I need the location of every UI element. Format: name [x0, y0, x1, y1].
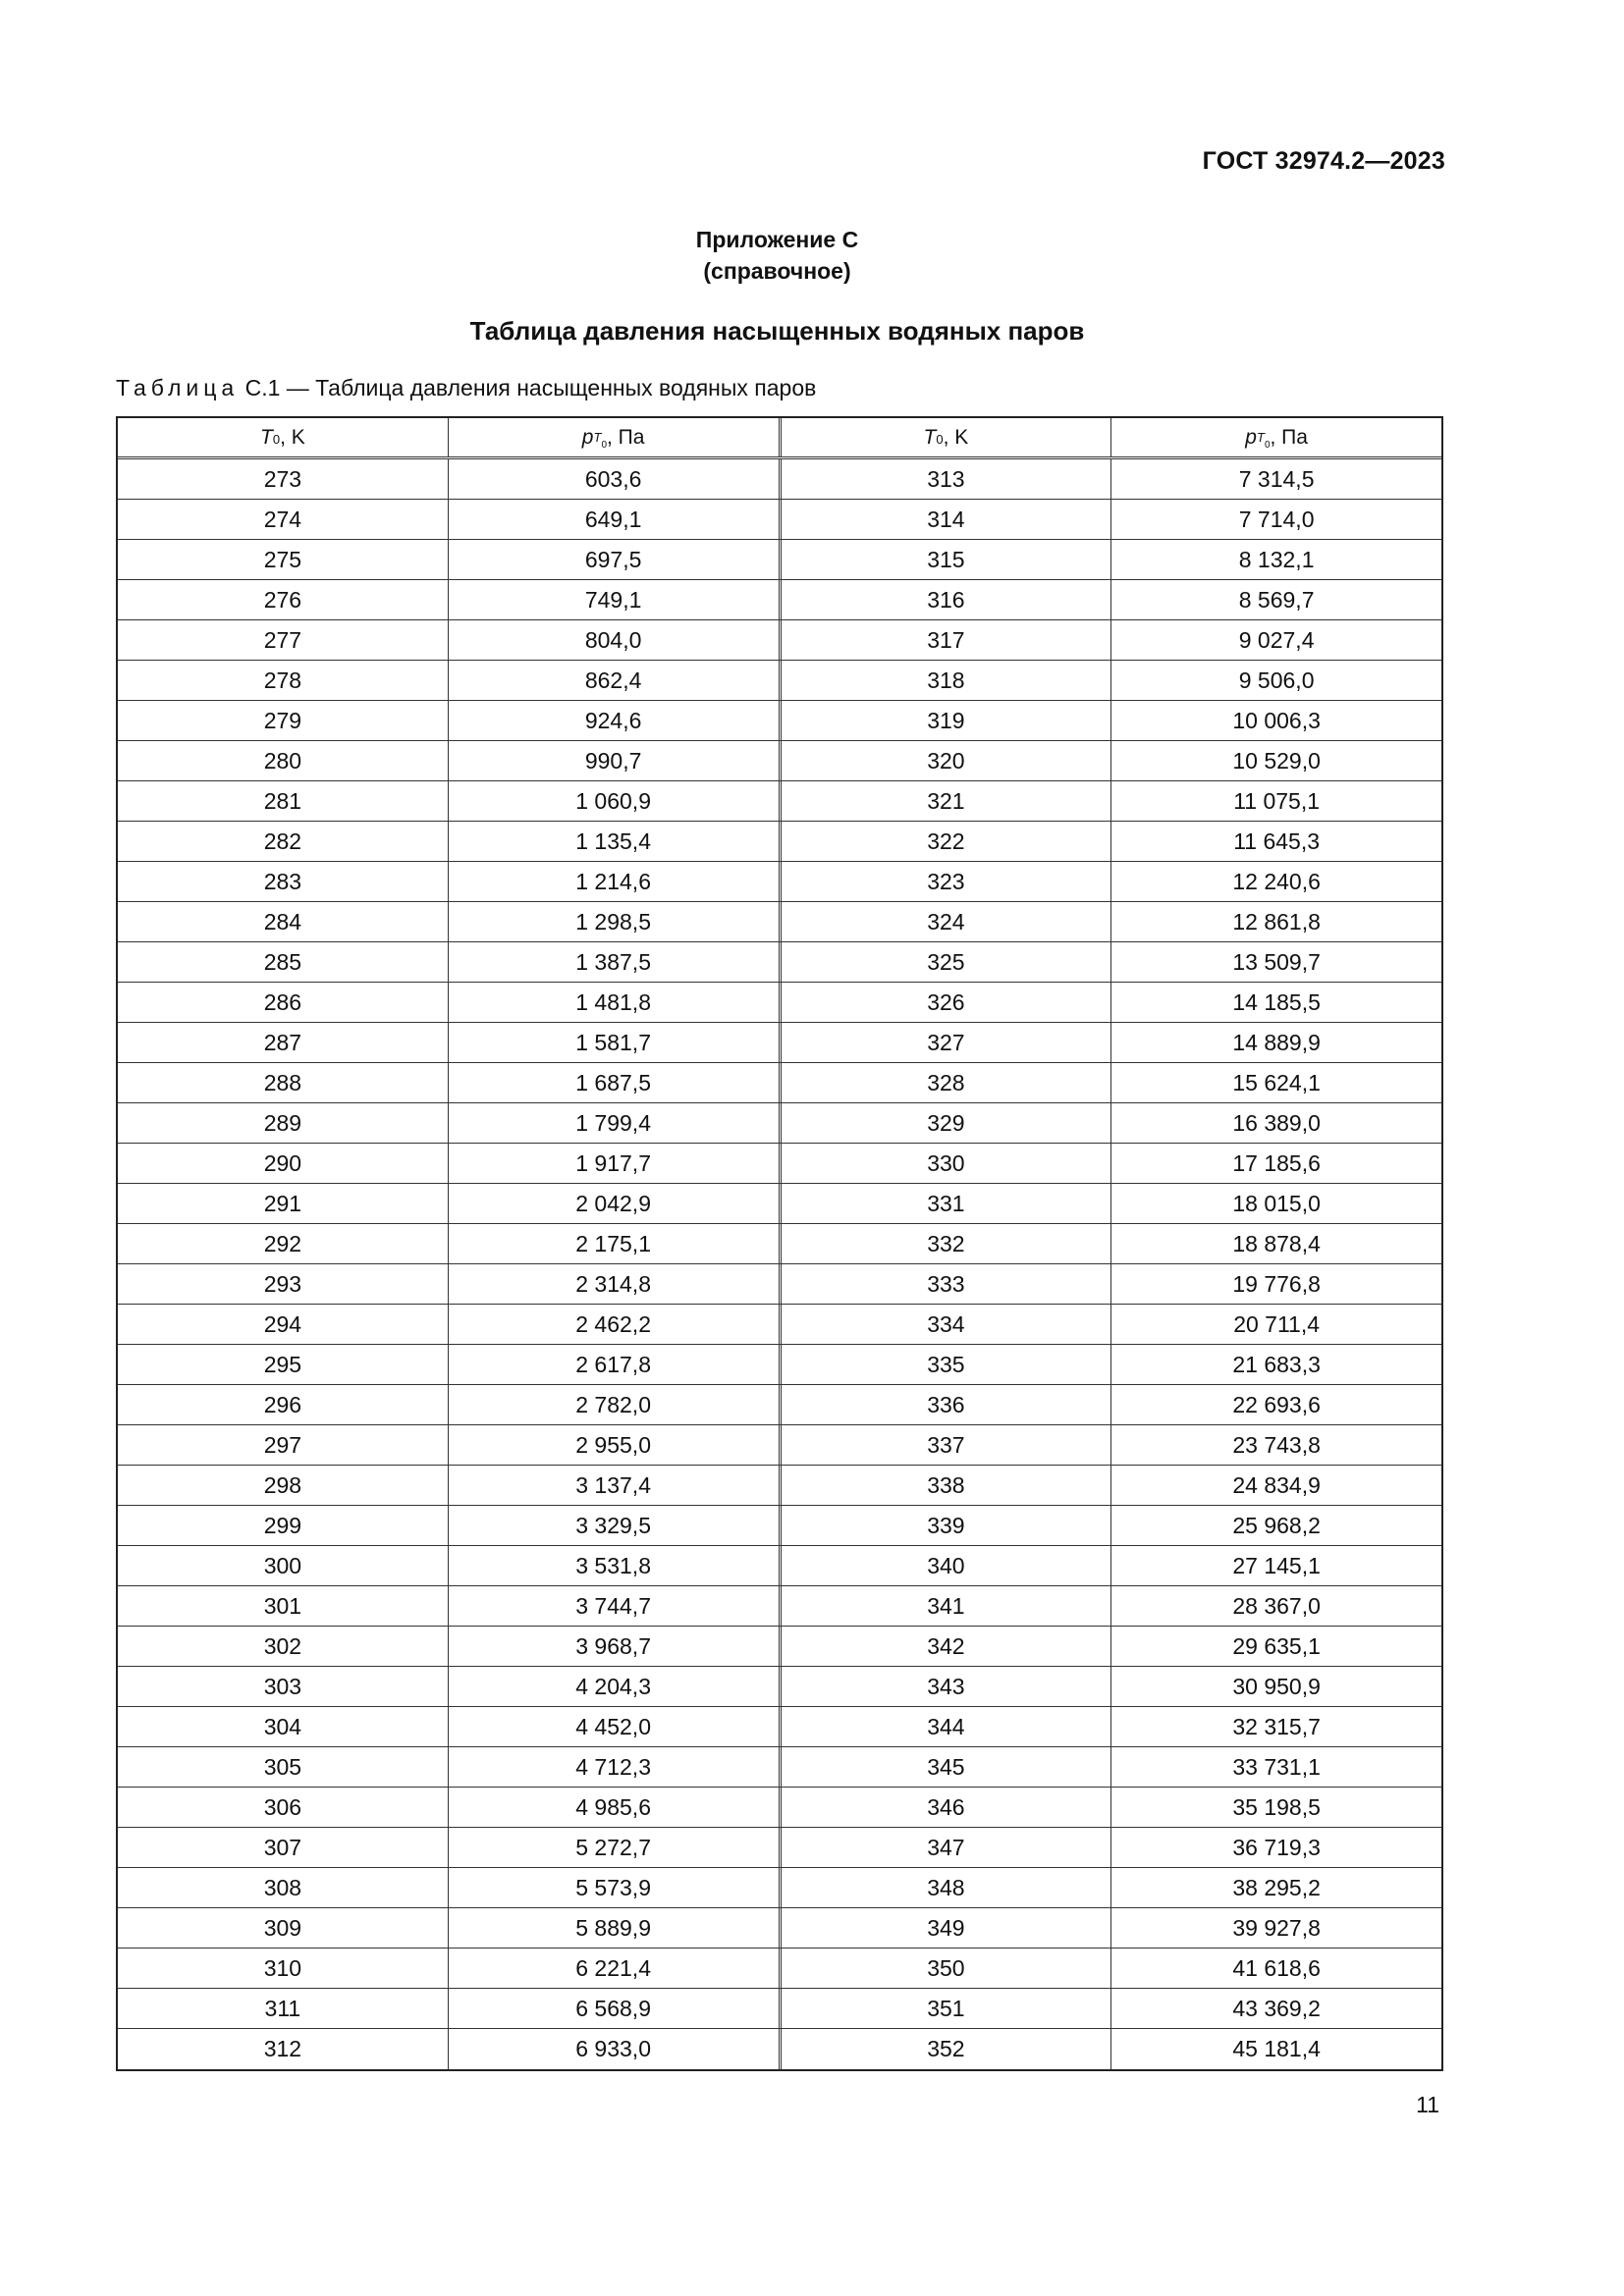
temperature-cell: 330 [782, 1144, 1112, 1183]
pressure-cell: 924,6 [449, 701, 782, 740]
table-row [118, 500, 1441, 540]
pressure-cell: 11 645,3 [1233, 828, 1321, 854]
pressure-cell: 15 624,1 [1232, 1069, 1321, 1095]
pressure-cell: 16 389,0 [1232, 1109, 1321, 1136]
pressure-cell: 9 027,4 [1238, 626, 1315, 653]
temperature-cell: 287 [118, 1023, 449, 1062]
pressure-cell: 1 135,4 [449, 822, 782, 861]
pressure-cell: 36 719,3 [1232, 1834, 1321, 1860]
temperature-cell: 286 [118, 983, 449, 1022]
pressure-cell: 2 042,9 [449, 1184, 782, 1223]
pressure-cell: 19 776,8 [1232, 1270, 1321, 1297]
temperature-cell: 332 [782, 1224, 1112, 1263]
temperature-cell: 321 [782, 781, 1112, 821]
temperature-cell: 290 [118, 1144, 449, 1183]
pressure-cell: 3 968,7 [449, 1627, 782, 1666]
temperature-cell: 315 [782, 540, 1112, 579]
temperature-cell: 346 [782, 1788, 1112, 1827]
table-row [118, 2029, 1441, 2069]
pressure-cell: 18 015,0 [1232, 1190, 1321, 1216]
table-row [118, 983, 1441, 1023]
pressure-cell: 6 568,9 [449, 1989, 782, 2028]
pressure-cell: 29 635,1 [1232, 1632, 1321, 1659]
temperature-cell: 324 [782, 902, 1112, 941]
pressure-cell: 2 782,0 [449, 1385, 782, 1424]
temperature-cell: 284 [118, 902, 449, 941]
temperature-cell: 276 [118, 580, 449, 619]
header-pressure: p $_{T_0}$ , Па [449, 418, 782, 456]
temperature-cell: 308 [118, 1868, 449, 1907]
table-row [118, 1345, 1441, 1385]
pressure-cell: 990,7 [449, 741, 782, 780]
pressure-cell: 23 743,8 [1232, 1431, 1321, 1458]
temperature-cell: 280 [118, 741, 449, 780]
temperature-cell: 320 [782, 741, 1112, 780]
temperature-cell: 333 [782, 1264, 1112, 1304]
table-row [118, 1828, 1441, 1868]
pressure-cell: 1 917,7 [449, 1144, 782, 1183]
table-row [118, 1747, 1441, 1788]
temperature-cell: 316 [782, 580, 1112, 619]
temperature-cell: 319 [782, 701, 1112, 740]
temperature-cell: 334 [782, 1305, 1112, 1344]
pressure-cell: 3 329,5 [449, 1506, 782, 1545]
pressure-cell: 697,5 [449, 540, 782, 579]
pressure-cell: 17 185,6 [1232, 1149, 1321, 1176]
temperature-cell: 317 [782, 620, 1112, 660]
temperature-cell: 296 [118, 1385, 449, 1424]
pressure-cell: 5 889,9 [449, 1908, 782, 1948]
pressure-cell: 804,0 [449, 620, 782, 660]
pressure-cell: 4 204,3 [449, 1667, 782, 1706]
table-row [118, 1184, 1441, 1224]
temperature-cell: 282 [118, 822, 449, 861]
pressure-cell: 3 137,4 [449, 1466, 782, 1505]
temperature-cell: 277 [118, 620, 449, 660]
pressure-cell: 21 683,3 [1232, 1351, 1321, 1377]
temperature-cell: 325 [782, 942, 1112, 982]
temperature-cell: 292 [118, 1224, 449, 1263]
pressure-cell: 8 569,7 [1238, 586, 1315, 613]
pressure-cell: 1 687,5 [449, 1063, 782, 1102]
table-row [118, 942, 1441, 983]
pressure-cell: 603,6 [449, 459, 782, 499]
pressure-cell: 25 968,2 [1232, 1512, 1321, 1538]
temperature-cell: 337 [782, 1425, 1112, 1465]
pressure-cell: 33 731,1 [1232, 1753, 1321, 1780]
pressure-cell: 28 367,0 [1232, 1592, 1321, 1619]
pressure-cell: 38 295,2 [1232, 1874, 1321, 1900]
table-row [118, 1908, 1441, 1949]
table-row [118, 1425, 1441, 1466]
temperature-cell: 298 [118, 1466, 449, 1505]
temperature-cell: 297 [118, 1425, 449, 1465]
temperature-cell: 350 [782, 1949, 1112, 1988]
pressure-cell: 1 060,9 [449, 781, 782, 821]
temperature-cell: 273 [118, 459, 449, 499]
temperature-cell: 343 [782, 1667, 1112, 1706]
table-row [118, 540, 1441, 580]
table-row [118, 1466, 1441, 1506]
temperature-cell: 322 [782, 822, 1112, 861]
temperature-cell: 340 [782, 1546, 1112, 1585]
table-row [118, 580, 1441, 620]
pressure-cell: 12 861,8 [1232, 908, 1321, 934]
temperature-cell: 307 [118, 1828, 449, 1867]
temperature-cell: 274 [118, 500, 449, 539]
temperature-cell: 275 [118, 540, 449, 579]
pressure-cell: 862,4 [449, 661, 782, 700]
table-row [118, 1385, 1441, 1425]
caption-text: С.1 — Таблица давления насыщенных водяных паров [239, 375, 817, 400]
table-row [118, 902, 1441, 942]
temperature-cell: 336 [782, 1385, 1112, 1424]
table-row [118, 1023, 1441, 1063]
pressure-cell: 2 462,2 [449, 1305, 782, 1344]
table-row [118, 1667, 1441, 1707]
temperature-cell: 294 [118, 1305, 449, 1344]
pressure-cell: 4 712,3 [449, 1747, 782, 1787]
pressure-cell: 11 075,1 [1233, 787, 1321, 814]
pressure-cell: 1 387,5 [449, 942, 782, 982]
temperature-cell: 299 [118, 1506, 449, 1545]
pressure-cell: 5 573,9 [449, 1868, 782, 1907]
pressure-cell: 1 581,7 [449, 1023, 782, 1062]
temperature-cell: 300 [118, 1546, 449, 1585]
temperature-cell: 335 [782, 1345, 1112, 1384]
pressure-cell: 30 950,9 [1232, 1673, 1321, 1699]
table-row [118, 1868, 1441, 1908]
pressure-cell: 3 531,8 [449, 1546, 782, 1585]
pressure-cell: 10 006,3 [1232, 707, 1321, 733]
table-row [118, 741, 1441, 781]
table-row [118, 1063, 1441, 1103]
pressure-cell: 7 714,0 [1238, 506, 1315, 532]
pressure-cell: 6 933,0 [449, 2029, 782, 2069]
pressure-cell: 45 181,4 [1232, 2036, 1321, 2061]
table-row [118, 1305, 1441, 1345]
pressure-cell: 5 272,7 [449, 1828, 782, 1867]
pressure-cell: 649,1 [449, 500, 782, 539]
temperature-cell: 278 [118, 661, 449, 700]
pressure-cell: 2 175,1 [449, 1224, 782, 1263]
temperature-cell: 305 [118, 1747, 449, 1787]
table-row [118, 1546, 1441, 1586]
temperature-cell: 291 [118, 1184, 449, 1223]
temperature-cell: 349 [782, 1908, 1112, 1948]
pressure-cell: 12 240,6 [1232, 868, 1321, 894]
caption-prefix: Таблица [116, 375, 240, 400]
temperature-cell: 295 [118, 1345, 449, 1384]
table-row [118, 1627, 1441, 1667]
pressure-cell: 4 985,6 [449, 1788, 782, 1827]
temperature-cell: 281 [118, 781, 449, 821]
pressure-cell: 6 221,4 [449, 1949, 782, 1988]
pressure-cell: 14 185,5 [1232, 988, 1321, 1015]
pressure-cell: 3 744,7 [449, 1586, 782, 1626]
table-row [118, 1506, 1441, 1546]
temperature-cell: 301 [118, 1586, 449, 1626]
temperature-cell: 342 [782, 1627, 1112, 1666]
temperature-cell: 318 [782, 661, 1112, 700]
page-number: 11 [1416, 2092, 1439, 2117]
temperature-cell: 313 [782, 459, 1112, 499]
table-row [118, 1264, 1441, 1305]
table-row [118, 1707, 1441, 1747]
pressure-cell: 1 481,8 [449, 983, 782, 1022]
appendix-type: (справочное) [703, 258, 851, 284]
appendix-title: Приложение С [695, 227, 859, 252]
temperature-cell: 347 [782, 1828, 1112, 1867]
pressure-cell: 10 529,0 [1232, 747, 1321, 774]
temperature-cell: 289 [118, 1103, 449, 1143]
temperature-cell: 344 [782, 1707, 1112, 1746]
table-caption [116, 375, 816, 401]
pressure-cell: 13 509,7 [1232, 948, 1321, 975]
pressure-cell: 41 618,6 [1232, 1954, 1321, 1981]
pressure-cell: 9 506,0 [1238, 667, 1315, 693]
temperature-cell: 310 [118, 1949, 449, 1988]
pressure-cell: 7 314,5 [1238, 465, 1315, 492]
document-code: ГОСТ 32974.2—2023 [1202, 147, 1445, 175]
pressure-cell: 18 878,4 [1232, 1230, 1321, 1256]
pressure-cell: 2 955,0 [449, 1425, 782, 1465]
temperature-cell: 331 [782, 1184, 1112, 1223]
table-row [118, 1586, 1441, 1627]
pressure-cell: 1 799,4 [449, 1103, 782, 1143]
pressure-cell: 39 927,8 [1232, 1914, 1321, 1941]
temperature-cell: 351 [782, 1989, 1112, 2028]
temperature-cell: 348 [782, 1868, 1112, 1907]
temperature-cell: 312 [118, 2029, 449, 2069]
table-row [118, 620, 1441, 661]
section-title: Таблица давления насыщенных водяных паров [469, 316, 1085, 346]
table-row [118, 1224, 1441, 1264]
table-row [118, 701, 1441, 741]
table-row [118, 781, 1441, 822]
temperature-cell: 338 [782, 1466, 1112, 1505]
temperature-cell: 285 [118, 942, 449, 982]
temperature-cell: 303 [118, 1667, 449, 1706]
table-row [118, 661, 1441, 701]
temperature-cell: 302 [118, 1627, 449, 1666]
temperature-cell: 352 [782, 2029, 1112, 2069]
temperature-cell: 327 [782, 1023, 1112, 1062]
table-row [118, 822, 1441, 862]
temperature-cell: 288 [118, 1063, 449, 1102]
pressure-cell: 2 314,8 [449, 1264, 782, 1304]
pressure-cell: 749,1 [449, 580, 782, 619]
table-row [118, 459, 1441, 500]
temperature-cell: 339 [782, 1506, 1112, 1545]
table-row [118, 1144, 1441, 1184]
temperature-cell: 323 [782, 862, 1112, 901]
temperature-cell: 304 [118, 1707, 449, 1746]
temperature-cell: 329 [782, 1103, 1112, 1143]
table-row [118, 1103, 1441, 1144]
pressure-cell: 1 214,6 [449, 862, 782, 901]
header-pressure: p $_{T_0}$ , Па [1245, 425, 1308, 451]
header-temperature: T $_0$ , K [782, 418, 1112, 456]
pressure-cell: 14 889,9 [1232, 1029, 1321, 1055]
table-header-row [118, 418, 1441, 459]
temperature-cell: 306 [118, 1788, 449, 1827]
temperature-cell: 279 [118, 701, 449, 740]
pressure-cell: 27 145,1 [1232, 1552, 1321, 1578]
pressure-cell: 32 315,7 [1232, 1713, 1321, 1739]
temperature-cell: 283 [118, 862, 449, 901]
table-row [118, 862, 1441, 902]
pressure-cell: 8 132,1 [1238, 546, 1315, 572]
pressure-cell: 1 298,5 [449, 902, 782, 941]
pressure-cell: 22 693,6 [1232, 1391, 1321, 1417]
pressure-cell: 20 711,4 [1233, 1310, 1321, 1337]
header-temperature: T $_0$ , K [118, 418, 449, 456]
vapor-pressure-table [116, 416, 1443, 2071]
temperature-cell: 293 [118, 1264, 449, 1304]
pressure-cell: 4 452,0 [449, 1707, 782, 1746]
temperature-cell: 341 [782, 1586, 1112, 1626]
temperature-cell: 309 [118, 1908, 449, 1948]
pressure-cell: 24 834,9 [1232, 1471, 1321, 1498]
pressure-cell: 43 369,2 [1232, 1995, 1321, 2021]
table-row [118, 1949, 1441, 1989]
pressure-cell: 2 617,8 [449, 1345, 782, 1384]
pressure-cell: 35 198,5 [1232, 1793, 1321, 1820]
temperature-cell: 345 [782, 1747, 1112, 1787]
table-row [118, 1989, 1441, 2029]
temperature-cell: 311 [118, 1989, 449, 2028]
temperature-cell: 314 [782, 500, 1112, 539]
temperature-cell: 328 [782, 1063, 1112, 1102]
temperature-cell: 326 [782, 983, 1112, 1022]
table-row [118, 1788, 1441, 1828]
